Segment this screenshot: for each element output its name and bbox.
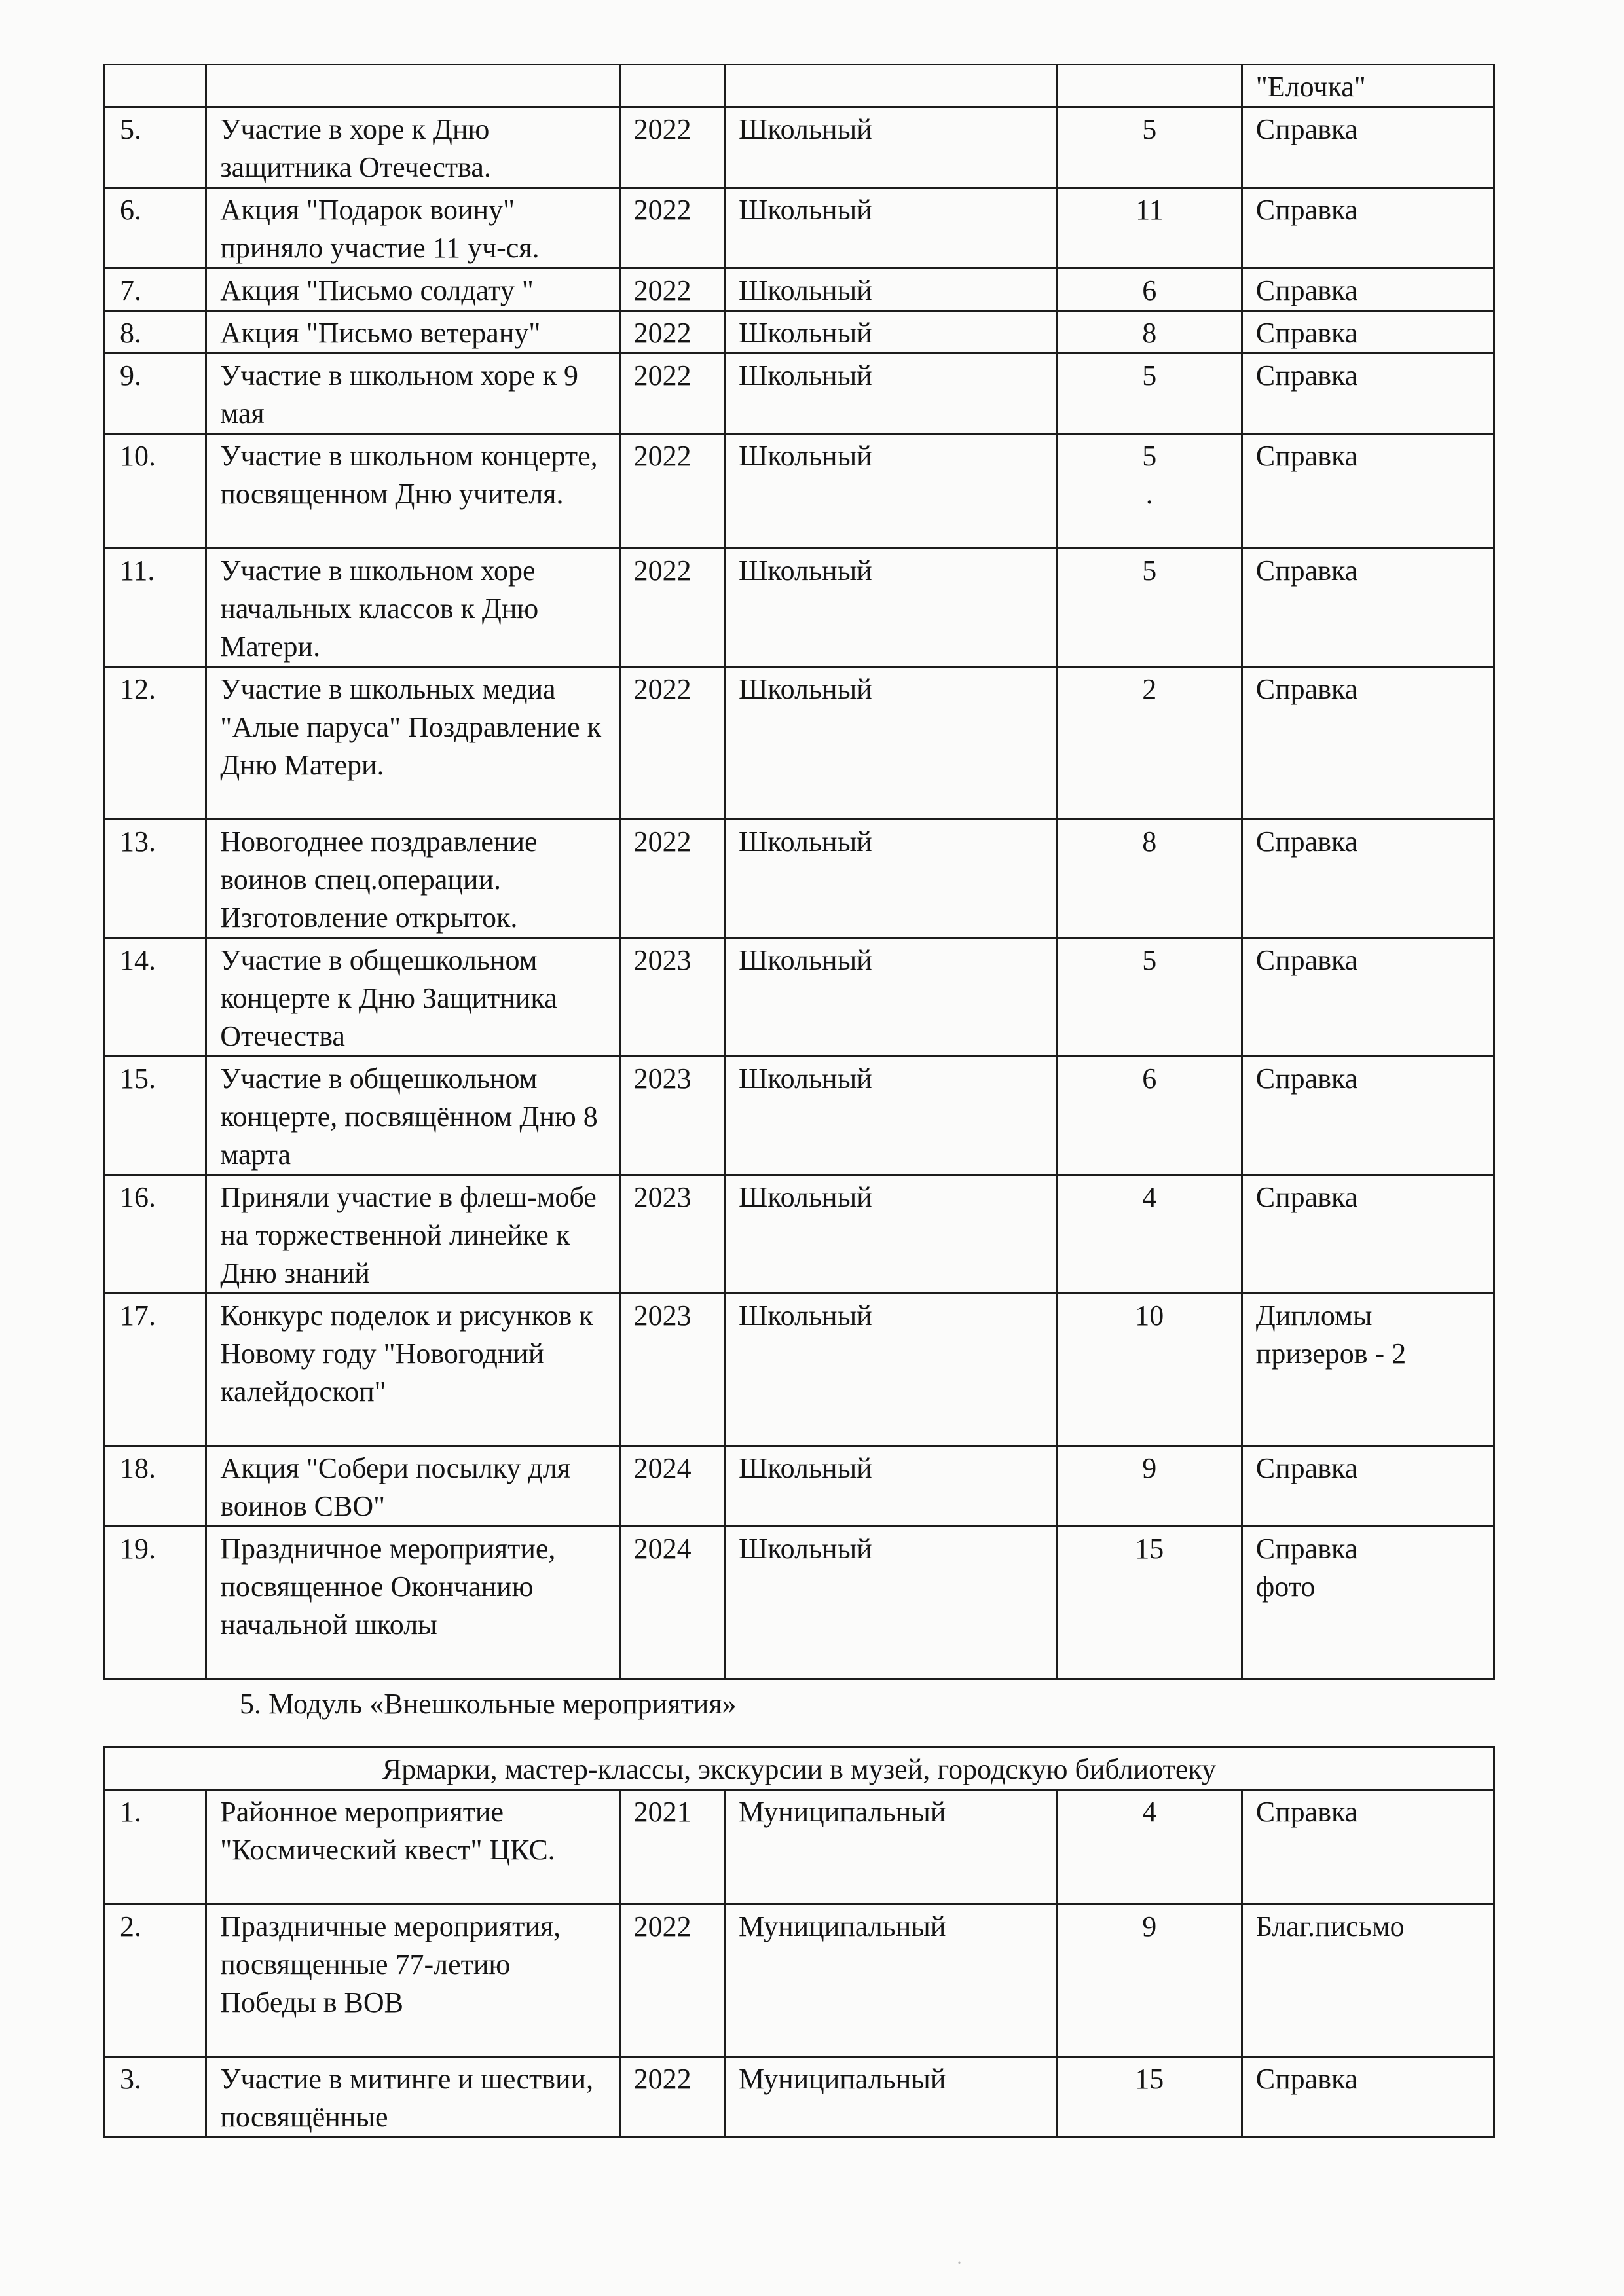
table-row [105, 667, 1494, 820]
cell-year: 2023 [619, 938, 724, 1057]
cell-level [725, 65, 1058, 107]
cell-year: 2022 [619, 667, 724, 820]
table-row [105, 1527, 1494, 1679]
cell-name: Акция "Письмо солдату " [206, 268, 619, 311]
cell-result: Справка [1242, 549, 1494, 667]
table-row [105, 1057, 1494, 1175]
cell-level: Муниципальный [725, 1904, 1058, 2057]
cell-count: 9 [1057, 1446, 1242, 1527]
cell-result: Справка [1242, 107, 1494, 188]
cell-year: 2021 [619, 1790, 724, 1904]
cell-num: 17. [105, 1294, 206, 1446]
cell-name: Акция "Письмо ветерану" [206, 311, 619, 354]
cell-level: Школьный [725, 1175, 1058, 1294]
cell-count: 5 [1057, 938, 1242, 1057]
cell-level: Школьный [725, 434, 1058, 549]
table-row [105, 354, 1494, 434]
cell-result: Дипломы призеров - 2 [1242, 1294, 1494, 1446]
table-row [105, 1446, 1494, 1527]
cell-result: Справка [1242, 820, 1494, 938]
cell-name: Акция "Собери посылку для воинов СВО" [206, 1446, 619, 1527]
cell-level: Муниципальный [725, 2057, 1058, 2138]
cell-num: 8. [105, 311, 206, 354]
table-row [105, 820, 1494, 938]
cell-year: 2022 [619, 188, 724, 268]
cell-name: Участие в школьном хоре начальных классов к Дню Матери. [206, 549, 619, 667]
cell-result: Справка [1242, 667, 1494, 820]
cell-level: Школьный [725, 268, 1058, 311]
cell-num: 11. [105, 549, 206, 667]
cell-year: 2023 [619, 1175, 724, 1294]
table-row [105, 268, 1494, 311]
cell-num [105, 65, 206, 107]
cell-level: Школьный [725, 354, 1058, 434]
cell-name: Участие в митинге и шествии, посвящённые [206, 2057, 619, 2138]
cell-level: Школьный [725, 188, 1058, 268]
cell-name: Приняли участие в флеш-мобе на торжественной линейке к Дню знаний [206, 1175, 619, 1294]
cell-year: 2024 [619, 1446, 724, 1527]
table-row [105, 1790, 1494, 1904]
cell-result: Справка [1242, 354, 1494, 434]
cell-name: Участие в общешкольном концерте, посвящённом Дню 8 марта [206, 1057, 619, 1175]
cell-name: Акция "Подарок воину" приняло участие 11 уч-ся. [206, 188, 619, 268]
cell-result: Справка [1242, 1446, 1494, 1527]
cell-num: 14. [105, 938, 206, 1057]
cell-count: 4 [1057, 1790, 1242, 1904]
cell-num: 19. [105, 1527, 206, 1679]
cell-count: 15 [1057, 2057, 1242, 2138]
cell-num: 13. [105, 820, 206, 938]
cell-num: 6. [105, 188, 206, 268]
cell-name: Конкурс поделок и рисунков к Новому году "Новогодний калейдоскоп" [206, 1294, 619, 1446]
table-row [105, 434, 1494, 549]
cell-year: 2022 [619, 2057, 724, 2138]
cell-result: Справка [1242, 188, 1494, 268]
cell-level: Школьный [725, 667, 1058, 820]
band-title: Ярмарки, мастер-классы, экскурсии в музей, городскую библиотеку [105, 1747, 1494, 1790]
cell-num: 10. [105, 434, 206, 549]
cell-level: Школьный [725, 1446, 1058, 1527]
cell-year: 2023 [619, 1294, 724, 1446]
cell-level: Школьный [725, 1057, 1058, 1175]
table-row [105, 2057, 1494, 2138]
cell-count: 6 [1057, 268, 1242, 311]
cell-num: 15. [105, 1057, 206, 1175]
cell-level: Школьный [725, 107, 1058, 188]
cell-count: 2 [1057, 667, 1242, 820]
cell-num: 16. [105, 1175, 206, 1294]
cell-count: 5 [1057, 354, 1242, 434]
cell-year: 2023 [619, 1057, 724, 1175]
cell-count: 8 [1057, 311, 1242, 354]
cell-result: Справка фото [1242, 1527, 1494, 1679]
table-row [105, 549, 1494, 667]
cell-result: Справка [1242, 938, 1494, 1057]
external-events-table [103, 1746, 1495, 2138]
cell-count: 5 . [1057, 434, 1242, 549]
cell-name: Районное мероприятие "Космический квест" ЦКС. [206, 1790, 619, 1904]
cell-level: Муниципальный [725, 1790, 1058, 1904]
cell-year: 2022 [619, 311, 724, 354]
table-row [105, 1175, 1494, 1294]
cell-year: 2022 [619, 434, 724, 549]
cell-result: Справка [1242, 434, 1494, 549]
table-row-continued [105, 65, 1494, 107]
cell-num: 18. [105, 1446, 206, 1527]
cell-num: 9. [105, 354, 206, 434]
cell-count [1057, 65, 1242, 107]
cell-result: Справка [1242, 268, 1494, 311]
cell-count: 9 [1057, 1904, 1242, 2057]
table-row [105, 938, 1494, 1057]
cell-count: 8 [1057, 820, 1242, 938]
cell-count: 6 [1057, 1057, 1242, 1175]
cell-num: 1. [105, 1790, 206, 1904]
table-row [105, 311, 1494, 354]
cell-num: 2. [105, 1904, 206, 2057]
cell-name: Праздничные мероприятия, посвященные 77-летию Победы в ВОВ [206, 1904, 619, 2057]
cell-year [619, 65, 724, 107]
table-band-row [105, 1747, 1494, 1790]
cell-result: Справка [1242, 1057, 1494, 1175]
scan-dot: · [956, 2252, 963, 2274]
cell-result: Благ.письмо [1242, 1904, 1494, 2057]
activities-table-continued [103, 64, 1495, 1680]
cell-result: "Елочка" [1242, 65, 1494, 107]
table-row [105, 1294, 1494, 1446]
cell-level: Школьный [725, 1527, 1058, 1679]
cell-count: 5 [1057, 549, 1242, 667]
cell-num: 5. [105, 107, 206, 188]
cell-result: Справка [1242, 1175, 1494, 1294]
cell-name: Участие в школьном хоре к 9 мая [206, 354, 619, 434]
cell-level: Школьный [725, 820, 1058, 938]
cell-level: Школьный [725, 938, 1058, 1057]
cell-name: Участие в хоре к Дню защитника Отечества. [206, 107, 619, 188]
table-row [105, 107, 1494, 188]
cell-num: 12. [105, 667, 206, 820]
cell-result: Справка [1242, 311, 1494, 354]
cell-year: 2022 [619, 820, 724, 938]
cell-level: Школьный [725, 1294, 1058, 1446]
cell-name: Участие в школьном концерте, посвященном Дню учителя. [206, 434, 619, 549]
section-heading: 5. Модуль «Внешкольные мероприятия» [240, 1688, 737, 1720]
cell-result: Справка [1242, 1790, 1494, 1904]
cell-result: Справка [1242, 2057, 1494, 2138]
cell-level: Школьный [725, 311, 1058, 354]
cell-year: 2022 [619, 354, 724, 434]
cell-year: 2022 [619, 268, 724, 311]
cell-num: 7. [105, 268, 206, 311]
cell-count: 15 [1057, 1527, 1242, 1679]
cell-count: 5 [1057, 107, 1242, 188]
cell-year: 2022 [619, 1904, 724, 2057]
cell-name: Участие в общешкольном концерте к Дню Защитника Отечества [206, 938, 619, 1057]
cell-count: 11 [1057, 188, 1242, 268]
cell-name: Участие в школьных медиа "Алые паруса" Поздравление к Дню Матери. [206, 667, 619, 820]
cell-num: 3. [105, 2057, 206, 2138]
table-row [105, 188, 1494, 268]
cell-year: 2024 [619, 1527, 724, 1679]
cell-name [206, 65, 619, 107]
cell-count: 4 [1057, 1175, 1242, 1294]
cell-level: Школьный [725, 549, 1058, 667]
cell-year: 2022 [619, 549, 724, 667]
table-row [105, 1904, 1494, 2057]
cell-year: 2022 [619, 107, 724, 188]
cell-name: Новогоднее поздравление воинов спец.операции. Изготовление открыток. [206, 820, 619, 938]
cell-count: 10 [1057, 1294, 1242, 1446]
cell-name: Праздничное мероприятие, посвященное Окончанию начальной школы [206, 1527, 619, 1679]
